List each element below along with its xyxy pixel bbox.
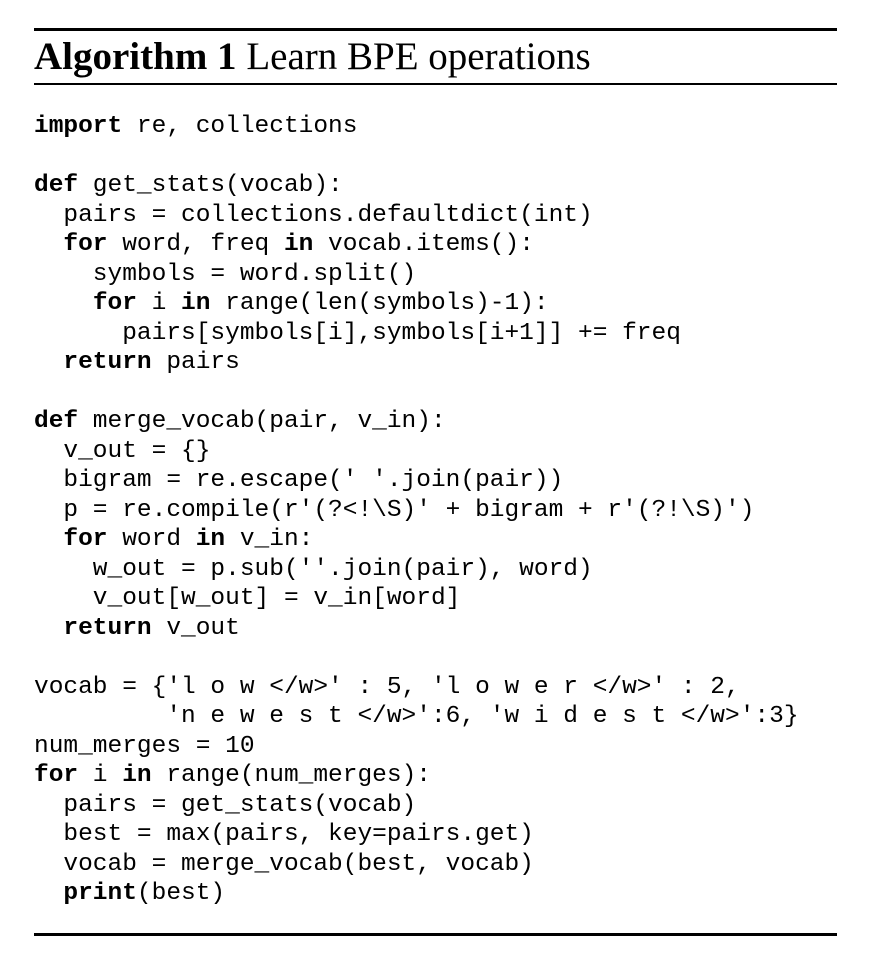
code-text: bigram = re.escape(' '.join(pair)): [34, 467, 564, 494]
algorithm-caption: [34, 31, 837, 83]
code-line: [34, 702, 837, 732]
code-line: [34, 142, 837, 172]
code-text: pairs: [151, 349, 240, 376]
code-keyword: for: [63, 231, 108, 258]
code-text: best = max(pairs, key=pairs.get): [34, 821, 534, 848]
code-text: w_out = p.sub(''.join(pair), word): [34, 555, 593, 583]
code-text: v_out = {}: [34, 437, 211, 465]
code-text: word: [107, 526, 196, 553]
code-text: i: [78, 762, 123, 789]
code-text: vocab.items():: [313, 231, 534, 258]
code-line: [34, 378, 837, 408]
code-text: get_stats(vocab):: [78, 172, 343, 199]
code-keyword: def: [34, 408, 79, 435]
code-keyword: in: [195, 526, 226, 553]
code-text: [34, 615, 63, 642]
code-line: [34, 673, 837, 703]
code-listing: [34, 112, 837, 909]
code-line: [34, 555, 837, 585]
code-text: vocab = {'l o w </w>' : 5, 'l o w e r </w>' : 2,: [34, 673, 740, 701]
code-text: [34, 231, 63, 258]
code-keyword: import: [34, 113, 123, 140]
code-line: [34, 201, 837, 231]
code-line: [34, 614, 837, 644]
code-line: [34, 289, 837, 319]
code-text: range(len(symbols)-1):: [210, 290, 549, 317]
code-text: num_merges = 10: [34, 732, 255, 760]
code-line: [34, 319, 837, 349]
code-line: [34, 496, 837, 526]
code-line: [34, 112, 837, 142]
code-text: v_out: [151, 614, 240, 642]
code-line: [34, 761, 837, 791]
code-line: [34, 230, 837, 260]
code-keyword: for: [92, 290, 137, 317]
code-text: word, freq: [107, 231, 284, 258]
code-text: 'n e w e s t </w>':6, 'w i d e s t </w>':3}: [34, 703, 799, 730]
code-text: [34, 880, 63, 907]
code-keyword: in: [122, 762, 152, 789]
code-line: [34, 732, 837, 762]
code-text: re, collections: [122, 113, 358, 140]
bottom-rule: [34, 933, 837, 936]
code-text: v_out[w_out] = v_in[word]: [34, 585, 461, 612]
code-text: [34, 349, 63, 376]
code-line: [34, 879, 837, 909]
algorithm-title: Learn BPE operations: [246, 35, 591, 78]
code-line: [34, 260, 837, 290]
code-text: pairs = collections.defaultdict(int): [34, 201, 593, 229]
code-line: [34, 791, 837, 821]
code-text: i: [136, 290, 182, 317]
code-line: [34, 820, 837, 850]
code-line: [34, 437, 837, 467]
code-keyword: in: [283, 231, 314, 258]
code-keyword: print: [63, 880, 137, 907]
code-keyword: for: [63, 526, 108, 553]
code-line: [34, 525, 837, 555]
code-line: [34, 466, 837, 496]
code-text: p = re.compile(r'(?<!\S)' + bigram + r'(?!\S)'): [34, 496, 755, 524]
code-text: [34, 526, 63, 553]
code-text: symbols = word.split(): [34, 260, 417, 288]
algorithm-label: Algorithm 1: [34, 35, 237, 78]
caption-rule: [34, 83, 837, 85]
code-keyword: return: [63, 614, 152, 642]
code-text: vocab = merge_vocab(best, vocab): [34, 850, 534, 878]
code-line: [34, 850, 837, 880]
code-text: (best): [136, 880, 226, 907]
code-text: v_in:: [225, 526, 314, 553]
code-keyword: def: [34, 172, 79, 199]
code-line: [34, 348, 837, 378]
code-line: [34, 584, 837, 614]
code-text: range(num_merges):: [151, 762, 431, 789]
code-text: merge_vocab(pair, v_in):: [78, 408, 446, 435]
code-keyword: for: [34, 762, 79, 789]
code-text: pairs[symbols[i],symbols[i+1]] += freq: [34, 319, 681, 347]
code-line: [34, 407, 837, 437]
code-text: [34, 290, 93, 317]
code-keyword: in: [181, 290, 211, 317]
code-text: pairs = get_stats(vocab): [34, 791, 417, 819]
code-keyword: return: [63, 349, 152, 376]
code-line: [34, 171, 837, 201]
algorithm-block: [34, 28, 837, 85]
code-line: [34, 643, 837, 673]
